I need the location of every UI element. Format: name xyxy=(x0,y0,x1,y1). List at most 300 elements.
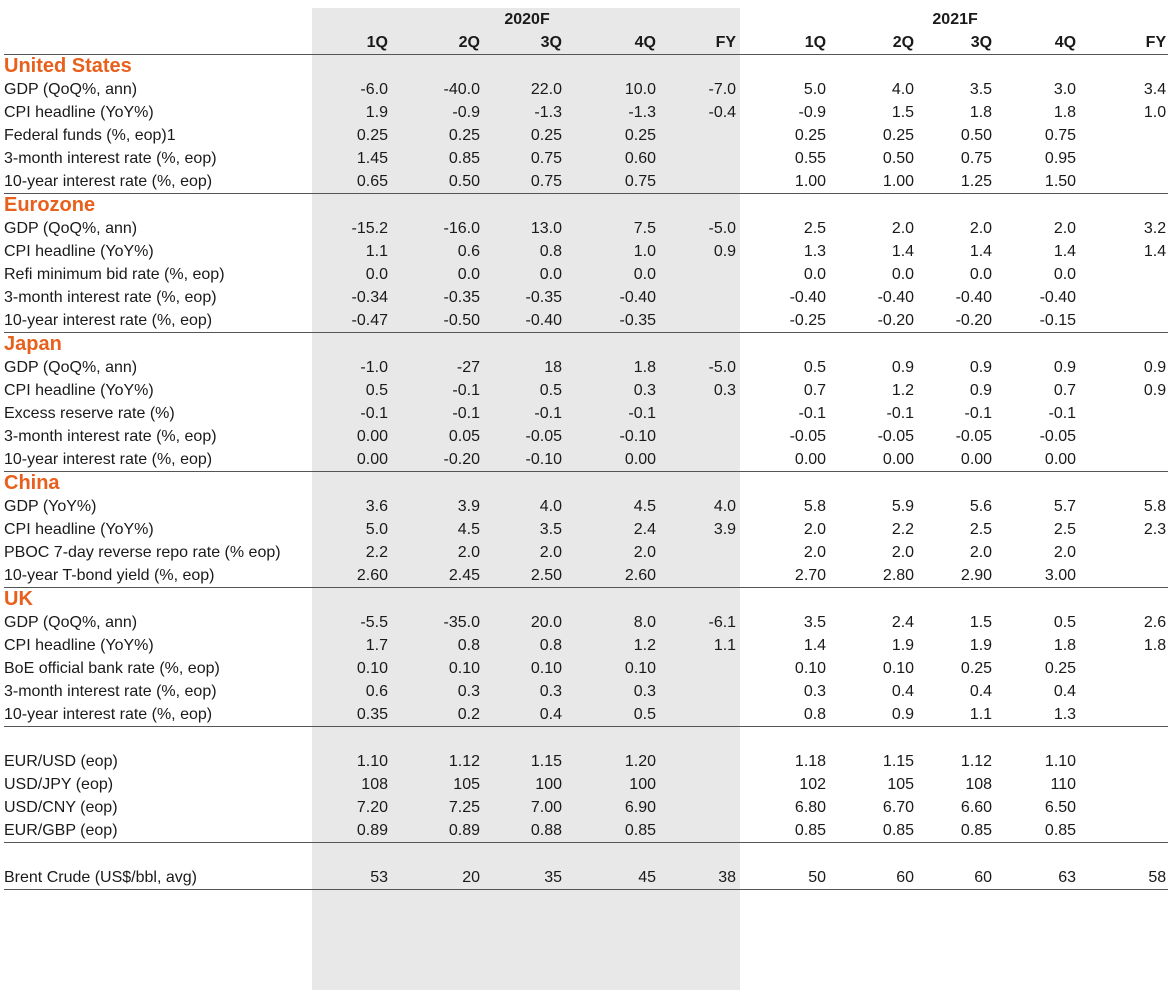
value-cell: 0.3 xyxy=(633,683,656,700)
value-cell: 0.75 xyxy=(530,150,562,167)
value-cell: 0.8 xyxy=(539,243,562,260)
value-cell: 1.4 xyxy=(969,243,993,260)
value-cell: -35.0 xyxy=(443,614,480,631)
value-cell: 1.2 xyxy=(633,637,656,654)
value-cell: 0.35 xyxy=(312,703,398,727)
section-spacer xyxy=(4,843,1168,867)
value-cell: -0.25 xyxy=(742,309,828,333)
value-cell: -1.3 xyxy=(534,104,562,121)
value-cell: 1.0 xyxy=(1143,104,1167,121)
row-label: Excess reserve rate (%) xyxy=(4,405,175,422)
value-cell xyxy=(1086,564,1168,588)
row-label: Federal funds (%, eop)1 xyxy=(4,127,176,144)
row-label: GDP (QoQ%, ann) xyxy=(4,614,138,631)
table-row xyxy=(4,796,1168,819)
value-cell: 0.5 xyxy=(365,382,388,399)
value-cell xyxy=(1086,402,1168,425)
value-cell: 0.25 xyxy=(448,127,480,144)
value-cell: 2.60 xyxy=(312,564,398,588)
section-spacer xyxy=(4,727,1168,751)
value-cell: 2.2 xyxy=(365,544,388,561)
value-cell: 0.85 xyxy=(1000,819,1086,843)
value-cell: -0.40 xyxy=(619,289,656,306)
value-cell: 0.00 xyxy=(742,448,828,472)
value-cell: 0.7 xyxy=(803,382,827,399)
section-spacer-cell xyxy=(4,727,1168,751)
value-cell xyxy=(656,703,742,727)
value-cell: 2.0 xyxy=(969,544,993,561)
value-cell: -1.3 xyxy=(628,104,656,121)
value-cell: 4.0 xyxy=(891,81,915,98)
col-header: 1Q xyxy=(312,31,398,55)
value-cell xyxy=(656,402,742,425)
value-cell: 1.1 xyxy=(713,637,737,654)
value-cell: 2.4 xyxy=(633,521,656,538)
value-cell: 1.1 xyxy=(365,243,388,260)
value-cell: 0.5 xyxy=(539,382,562,399)
region-title: China xyxy=(4,472,60,494)
value-cell: -0.05 xyxy=(525,428,562,445)
value-cell: 1.10 xyxy=(356,753,388,770)
row-label: 3-month interest rate (%, eop) xyxy=(4,150,217,167)
value-cell: -7.0 xyxy=(708,81,737,98)
value-cell: -0.1 xyxy=(798,405,827,422)
row-label: GDP (YoY%) xyxy=(4,498,97,515)
value-cell: 1.8 xyxy=(969,104,993,121)
value-cell: 3.2 xyxy=(1143,220,1167,237)
value-cell: 45 xyxy=(570,866,656,890)
value-cell: 0.0 xyxy=(803,266,827,283)
row-label: CPI headline (YoY%) xyxy=(4,382,154,399)
row-label: USD/JPY (eop) xyxy=(4,776,114,793)
value-cell xyxy=(1086,425,1168,448)
value-cell: -6.1 xyxy=(708,614,737,631)
year-header-row xyxy=(4,8,1168,31)
table-row xyxy=(4,78,1168,101)
value-cell: 2.0 xyxy=(891,544,915,561)
value-cell: 18 xyxy=(544,359,562,376)
value-cell: 2.0 xyxy=(969,220,993,237)
col-header: FY xyxy=(656,31,742,55)
value-cell: 0.25 xyxy=(530,127,562,144)
value-cell: 0.10 xyxy=(530,660,562,677)
value-cell xyxy=(656,309,742,333)
value-cell xyxy=(656,819,742,843)
header-blank xyxy=(4,31,312,55)
value-cell: 1.5 xyxy=(891,104,915,121)
value-cell xyxy=(656,425,742,448)
table-row xyxy=(4,750,1168,773)
value-cell: 0.00 xyxy=(828,448,914,472)
table-row xyxy=(4,703,1168,727)
value-cell: 2.0 xyxy=(891,220,915,237)
value-cell: 2.80 xyxy=(828,564,914,588)
region-header-row xyxy=(4,472,1168,496)
value-cell: 0.25 xyxy=(1044,660,1077,677)
value-cell: 105 xyxy=(887,776,915,793)
value-cell: 0.10 xyxy=(882,660,915,677)
value-cell: -0.1 xyxy=(886,405,915,422)
value-cell: 0.6 xyxy=(365,683,388,700)
value-cell: 1.9 xyxy=(365,104,388,121)
row-label: EUR/USD (eop) xyxy=(4,753,118,770)
value-cell: 0.0 xyxy=(539,266,562,283)
col-header: 4Q xyxy=(1000,31,1086,55)
value-cell: -0.40 xyxy=(789,289,827,306)
value-cell: 1.12 xyxy=(960,753,993,770)
value-cell: -0.05 xyxy=(789,428,827,445)
row-label: PBOC 7-day reverse repo rate (% eop) xyxy=(4,544,281,561)
table-row xyxy=(4,541,1168,564)
value-cell xyxy=(656,796,742,819)
value-cell xyxy=(1086,124,1168,147)
value-cell: 0.6 xyxy=(457,243,480,260)
value-cell: -0.1 xyxy=(964,405,993,422)
value-cell: 1.4 xyxy=(803,637,827,654)
value-cell xyxy=(1086,657,1168,680)
value-cell: 108 xyxy=(965,776,993,793)
value-cell: 0.25 xyxy=(624,127,656,144)
value-cell: 2.0 xyxy=(803,544,827,561)
value-cell: 38 xyxy=(656,866,742,890)
value-cell xyxy=(1086,170,1168,194)
value-cell: 1.1 xyxy=(914,703,1000,727)
value-cell: 0.55 xyxy=(794,150,827,167)
value-cell xyxy=(1086,703,1168,727)
value-cell xyxy=(1086,819,1168,843)
table-row xyxy=(4,495,1168,518)
forecast-table xyxy=(4,8,1168,890)
value-cell: -0.05 xyxy=(1039,428,1077,445)
row-label: CPI headline (YoY%) xyxy=(4,243,154,260)
col-header: 3Q xyxy=(914,31,1000,55)
table-row xyxy=(4,263,1168,286)
value-cell: 2.60 xyxy=(570,564,656,588)
value-cell: 0.25 xyxy=(356,127,388,144)
value-cell: 0.75 xyxy=(484,170,570,194)
value-cell: 0.7 xyxy=(1053,382,1077,399)
row-label: EUR/GBP (eop) xyxy=(4,819,312,843)
value-cell: 5.0 xyxy=(365,521,388,538)
value-cell: 1.25 xyxy=(914,170,1000,194)
value-cell: 0.0 xyxy=(457,266,480,283)
value-cell: 2.4 xyxy=(891,614,915,631)
table-row xyxy=(4,657,1168,680)
value-cell: 2.2 xyxy=(891,521,915,538)
value-cell: 1.9 xyxy=(969,637,993,654)
value-cell: 7.20 xyxy=(356,799,388,816)
value-cell: -1.0 xyxy=(360,359,388,376)
value-cell: 1.00 xyxy=(828,170,914,194)
value-cell: 5.9 xyxy=(891,498,915,515)
table-row xyxy=(4,866,1168,890)
value-cell: 50 xyxy=(742,866,828,890)
row-label: 3-month interest rate (%, eop) xyxy=(4,428,217,445)
value-cell xyxy=(656,147,742,170)
value-cell: -0.10 xyxy=(619,428,656,445)
value-cell xyxy=(656,170,742,194)
value-cell: -16.0 xyxy=(443,220,480,237)
value-cell: 0.00 xyxy=(570,448,656,472)
value-cell: 0.10 xyxy=(448,660,480,677)
value-cell xyxy=(1086,796,1168,819)
value-cell: -0.20 xyxy=(914,309,1000,333)
value-cell xyxy=(656,448,742,472)
value-cell: 0.25 xyxy=(960,660,993,677)
value-cell xyxy=(1086,263,1168,286)
value-cell: 0.4 xyxy=(1053,683,1077,700)
value-cell: -0.9 xyxy=(798,104,827,121)
value-cell: 3.6 xyxy=(365,498,388,515)
value-cell: 0.4 xyxy=(484,703,570,727)
value-cell: 5.8 xyxy=(1143,498,1167,515)
value-cell: 3.5 xyxy=(539,521,562,538)
region-header-row xyxy=(4,55,1168,79)
value-cell: 102 xyxy=(799,776,827,793)
value-cell: -0.35 xyxy=(443,289,480,306)
value-cell: 0.95 xyxy=(1044,150,1077,167)
value-cell: 0.50 xyxy=(960,127,993,144)
value-cell: 63 xyxy=(1000,866,1086,890)
region-title: United States xyxy=(4,55,132,77)
value-cell: -0.05 xyxy=(955,428,993,445)
value-cell: 0.9 xyxy=(1053,359,1077,376)
row-label: 10-year interest rate (%, eop) xyxy=(4,309,312,333)
value-cell: 0.89 xyxy=(312,819,398,843)
value-cell: 0.00 xyxy=(312,448,398,472)
value-cell: 0.9 xyxy=(713,243,737,260)
value-cell: 1.8 xyxy=(1053,104,1077,121)
value-cell: 5.8 xyxy=(803,498,827,515)
value-cell: 20.0 xyxy=(530,614,562,631)
table-row xyxy=(4,170,1168,194)
col-header: 1Q xyxy=(742,31,828,55)
table-row xyxy=(4,773,1168,796)
row-label: GDP (QoQ%, ann) xyxy=(4,359,138,376)
table-row xyxy=(4,101,1168,124)
value-cell: 100 xyxy=(629,776,656,793)
value-cell xyxy=(1086,773,1168,796)
value-cell: 1.8 xyxy=(633,359,656,376)
value-cell: 1.00 xyxy=(742,170,828,194)
value-cell: 1.18 xyxy=(794,753,827,770)
region-title: Japan xyxy=(4,333,62,355)
table-row xyxy=(4,379,1168,402)
value-cell: 0.8 xyxy=(539,637,562,654)
value-cell: 2.0 xyxy=(1053,220,1077,237)
value-cell: -40.0 xyxy=(443,81,480,98)
value-cell: 7.5 xyxy=(633,220,656,237)
value-cell: 2.90 xyxy=(914,564,1000,588)
value-cell: 2.6 xyxy=(1143,614,1167,631)
table-row xyxy=(4,634,1168,657)
value-cell: 105 xyxy=(453,776,480,793)
value-cell: 7.25 xyxy=(448,799,480,816)
value-cell: -0.1 xyxy=(452,405,480,422)
value-cell: 0.25 xyxy=(794,127,827,144)
value-cell: -5.0 xyxy=(708,359,737,376)
value-cell: -0.40 xyxy=(877,289,915,306)
value-cell: 22.0 xyxy=(530,81,562,98)
value-cell: 6.60 xyxy=(960,799,993,816)
value-cell xyxy=(1086,448,1168,472)
table-row xyxy=(4,309,1168,333)
value-cell: 0.05 xyxy=(448,428,480,445)
value-cell: 2.0 xyxy=(539,544,562,561)
table-row xyxy=(4,518,1168,541)
value-cell xyxy=(656,263,742,286)
value-cell: 2.0 xyxy=(633,544,656,561)
value-cell: 3.5 xyxy=(969,81,993,98)
value-cell xyxy=(656,541,742,564)
year-header-2020: 2020F xyxy=(504,11,550,28)
value-cell: -0.1 xyxy=(628,405,656,422)
table-row xyxy=(4,425,1168,448)
value-cell: 0.9 xyxy=(969,382,993,399)
value-cell: -0.05 xyxy=(877,428,915,445)
col-header: 3Q xyxy=(484,31,570,55)
value-cell: 2.50 xyxy=(484,564,570,588)
value-cell xyxy=(656,750,742,773)
value-cell: -6.0 xyxy=(360,81,388,98)
value-cell: 0.10 xyxy=(624,660,656,677)
value-cell: 0.25 xyxy=(882,127,915,144)
value-cell: -0.35 xyxy=(570,309,656,333)
value-cell: 100 xyxy=(535,776,562,793)
value-cell: 3.9 xyxy=(713,521,737,538)
region-header-row xyxy=(4,194,1168,218)
value-cell: 1.15 xyxy=(882,753,915,770)
row-label: Refi minimum bid rate (%, eop) xyxy=(4,266,225,283)
value-cell: 5.0 xyxy=(803,81,827,98)
row-label: 10-year interest rate (%, eop) xyxy=(4,703,312,727)
value-cell: 0.3 xyxy=(539,683,562,700)
value-cell xyxy=(656,657,742,680)
value-cell: 2.5 xyxy=(803,220,827,237)
row-label: CPI headline (YoY%) xyxy=(4,521,154,538)
value-cell: -0.50 xyxy=(398,309,484,333)
value-cell: 1.7 xyxy=(365,637,388,654)
table-row xyxy=(4,240,1168,263)
value-cell: 6.70 xyxy=(882,799,915,816)
region-title: Eurozone xyxy=(4,194,96,216)
col-header: 4Q xyxy=(570,31,656,55)
col-header: FY xyxy=(1086,31,1168,55)
table-row xyxy=(4,402,1168,425)
value-cell xyxy=(1086,541,1168,564)
value-cell: 0.89 xyxy=(398,819,484,843)
value-cell: 3.4 xyxy=(1143,81,1167,98)
table-body xyxy=(4,8,1168,890)
value-cell: 4.0 xyxy=(713,498,737,515)
value-cell: 20 xyxy=(398,866,484,890)
row-label: GDP (QoQ%, ann) xyxy=(4,220,138,237)
value-cell: 1.8 xyxy=(1053,637,1077,654)
value-cell: 0.8 xyxy=(457,637,480,654)
value-cell: 1.50 xyxy=(1000,170,1086,194)
value-cell: 0.85 xyxy=(914,819,1000,843)
row-label: 10-year T-bond yield (%, eop) xyxy=(4,564,312,588)
value-cell: 0.9 xyxy=(828,703,914,727)
value-cell: 0.00 xyxy=(356,428,388,445)
value-cell: 0.4 xyxy=(891,683,915,700)
table-row xyxy=(4,356,1168,379)
value-cell: 1.3 xyxy=(803,243,827,260)
value-cell: -5.0 xyxy=(708,220,737,237)
value-cell: 0.85 xyxy=(570,819,656,843)
value-cell: 58 xyxy=(1086,866,1168,890)
value-cell: 0.0 xyxy=(891,266,915,283)
value-cell: 2.0 xyxy=(457,544,480,561)
col-header: 2Q xyxy=(398,31,484,55)
region-header-row xyxy=(4,588,1168,612)
value-cell: 1.12 xyxy=(448,753,480,770)
value-cell: 0.00 xyxy=(1000,448,1086,472)
value-cell: 2.5 xyxy=(969,521,993,538)
table-row xyxy=(4,124,1168,147)
value-cell: 2.0 xyxy=(803,521,827,538)
value-cell: -0.1 xyxy=(452,382,480,399)
value-cell: 1.4 xyxy=(1143,243,1167,260)
value-cell: 10.0 xyxy=(624,81,656,98)
value-cell xyxy=(1086,286,1168,309)
value-cell: -0.40 xyxy=(955,289,993,306)
value-cell: 108 xyxy=(361,776,388,793)
value-cell: -0.20 xyxy=(398,448,484,472)
value-cell: 110 xyxy=(1050,776,1077,793)
row-label: USD/CNY (eop) xyxy=(4,799,118,816)
row-label: GDP (QoQ%, ann) xyxy=(4,81,138,98)
value-cell: 1.3 xyxy=(1000,703,1086,727)
value-cell: 4.0 xyxy=(539,498,562,515)
value-cell: -0.47 xyxy=(312,309,398,333)
value-cell: 1.4 xyxy=(891,243,915,260)
value-cell: 0.5 xyxy=(570,703,656,727)
value-cell: 4.5 xyxy=(633,498,656,515)
value-cell: 3.0 xyxy=(1053,81,1077,98)
value-cell: 1.8 xyxy=(1143,637,1167,654)
value-cell: 2.0 xyxy=(1053,544,1077,561)
row-label: 3-month interest rate (%, eop) xyxy=(4,289,217,306)
value-cell: 6.90 xyxy=(624,799,656,816)
value-cell: 0.3 xyxy=(633,382,656,399)
value-cell: 3.5 xyxy=(803,614,827,631)
value-cell: -0.9 xyxy=(452,104,480,121)
value-cell: -0.10 xyxy=(484,448,570,472)
value-cell: 1.4 xyxy=(1053,243,1077,260)
value-cell: 1.9 xyxy=(891,637,915,654)
table-row xyxy=(4,147,1168,170)
value-cell: 1.15 xyxy=(530,753,562,770)
value-cell: 0.75 xyxy=(570,170,656,194)
value-cell: 0.85 xyxy=(828,819,914,843)
value-cell: 1.5 xyxy=(969,614,993,631)
value-cell: -0.4 xyxy=(708,104,737,121)
value-cell: 0.00 xyxy=(914,448,1000,472)
section-spacer-cell xyxy=(4,843,1168,867)
value-cell: 2.45 xyxy=(398,564,484,588)
value-cell: 0.0 xyxy=(365,266,388,283)
value-cell: 0.60 xyxy=(624,150,656,167)
value-cell: 2.3 xyxy=(1143,521,1167,538)
value-cell xyxy=(656,124,742,147)
value-cell: -0.35 xyxy=(525,289,562,306)
table-row xyxy=(4,680,1168,703)
value-cell: 0.10 xyxy=(794,660,827,677)
value-cell: 3.00 xyxy=(1000,564,1086,588)
value-cell: 2.70 xyxy=(742,564,828,588)
value-cell: 0.10 xyxy=(356,660,388,677)
